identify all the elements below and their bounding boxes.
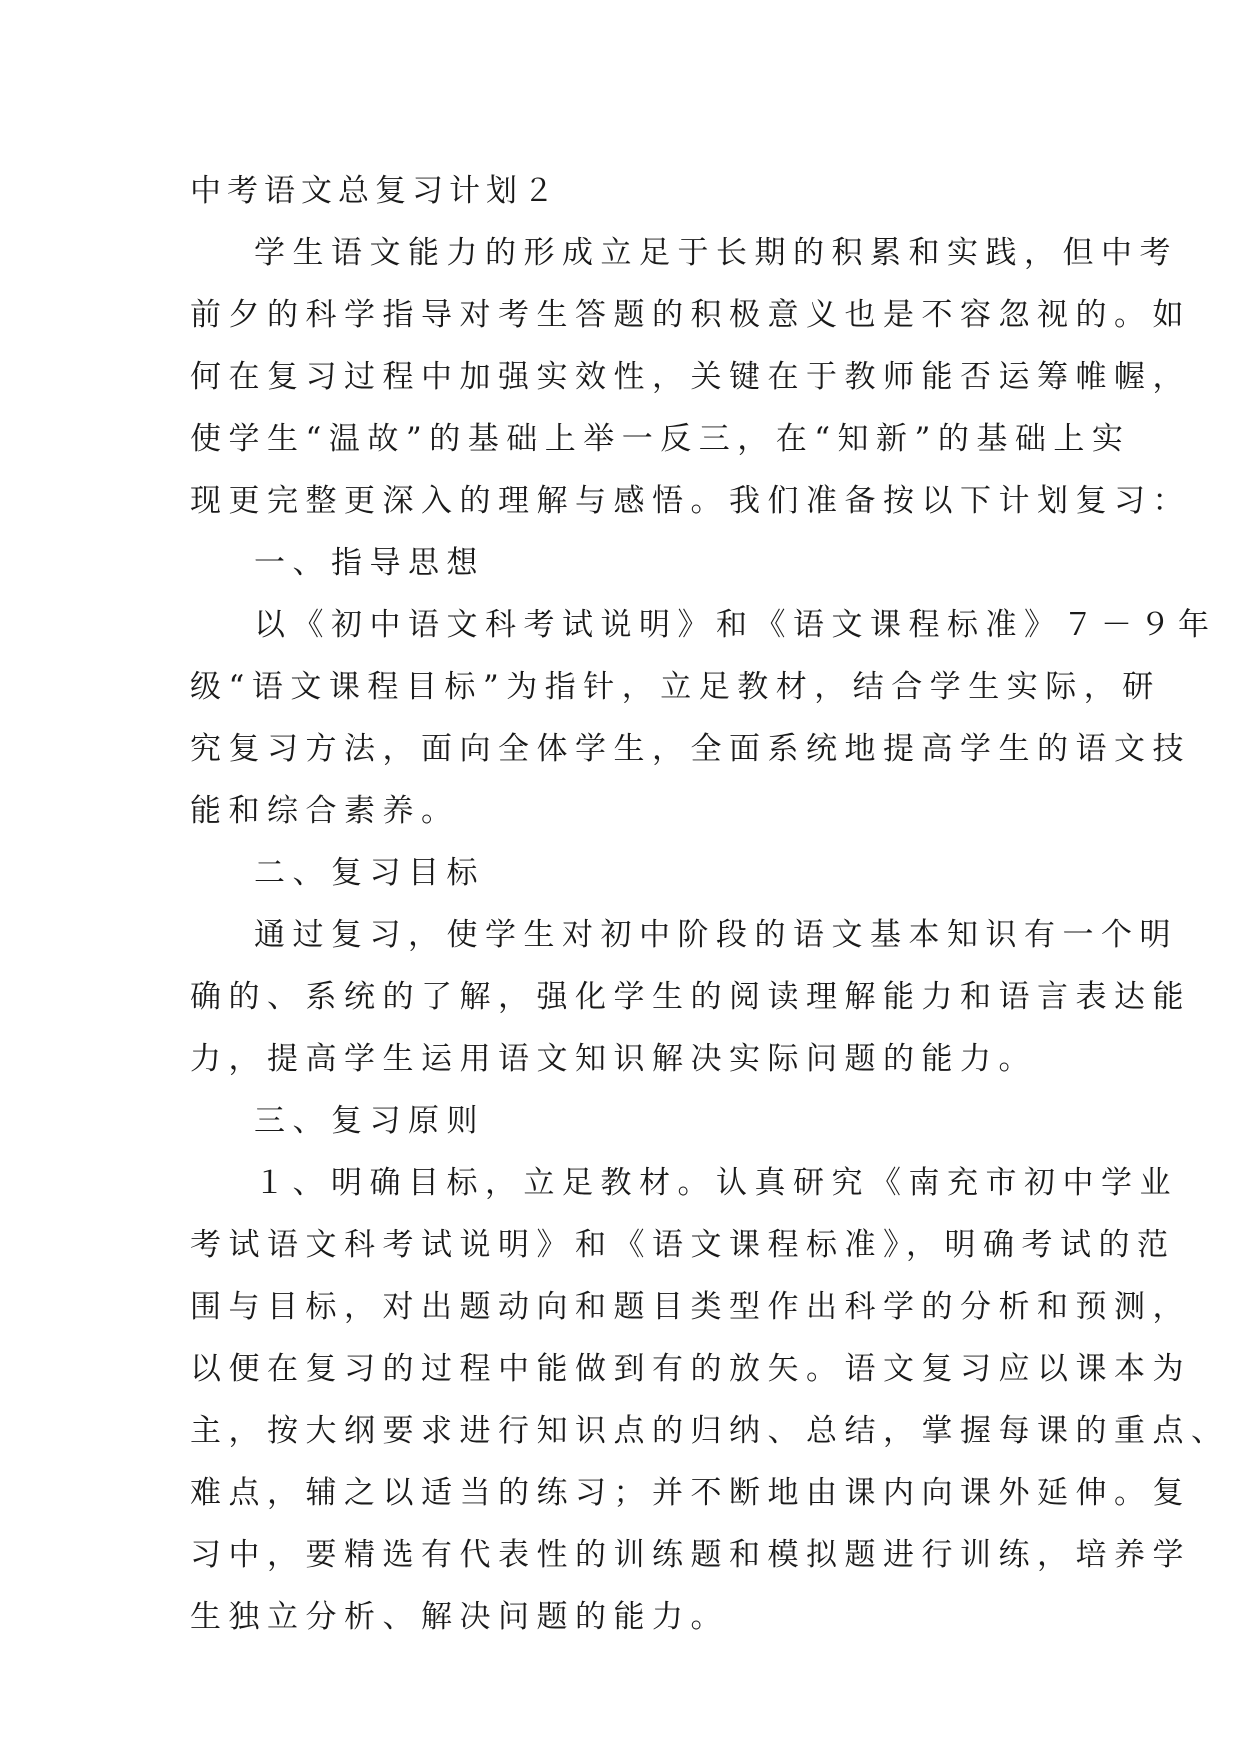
section3-line: 以便在复习的过程中能做到有的放矢。语文复习应以课本为	[190, 1351, 1191, 1387]
section1-line: 级“语文课程目标”为指针，立足教材，结合学生实际，研	[190, 669, 1161, 705]
intro-line: 前夕的科学指导对考生答题的积极意义也是不容忽视的。如	[190, 297, 1191, 333]
section2-line: 力，提高学生运用语文知识解决实际问题的能力。	[190, 1041, 1037, 1077]
section2-line: 通过复习，使学生对初中阶段的语文基本知识有一个明	[254, 917, 1178, 953]
document-title: 中考语文总复习计划２	[190, 173, 560, 209]
section-heading-guiding-ideology: 一、指导思想	[254, 545, 485, 581]
section1-line: 以《初中语文科考试说明》和《语文课程标准》７－９年	[254, 607, 1217, 643]
section-heading-review-principles: 三、复习原则	[254, 1103, 485, 1139]
section-heading-review-goals: 二、复习目标	[254, 855, 485, 891]
intro-line: 学生语文能力的形成立足于长期的积累和实践，但中考	[254, 235, 1178, 271]
section3-line: １、明确目标，立足教材。认真研究《南充市初中学业	[254, 1165, 1178, 1201]
document-body	[190, 160, 1230, 1648]
section3-line: 习中，要精选有代表性的训练题和模拟题进行训练，培养学	[190, 1537, 1191, 1573]
section1-line: 能和综合素养。	[190, 793, 460, 829]
intro-line: 何在复习过程中加强实效性，关键在于教师能否运筹帷幄，	[190, 359, 1191, 395]
intro-line: 使学生“温故”的基础上举一反三，在“知新”的基础上实	[190, 421, 1131, 457]
intro-line: 现更完整更深入的理解与感悟。我们准备按以下计划复习：	[190, 483, 1191, 519]
section2-line: 确的、系统的了解，强化学生的阅读理解能力和语言表达能	[190, 979, 1191, 1015]
section3-line: 难点，辅之以适当的练习；并不断地由课内向课外延伸。复	[190, 1475, 1191, 1511]
section3-line: 围与目标，对出题动向和题目类型作出科学的分析和预测，	[190, 1289, 1191, 1325]
section3-line: 考试语文科考试说明》和《语文课程标准》，明确考试的范	[190, 1227, 1176, 1263]
section3-line: 生独立分析、解决问题的能力。	[190, 1599, 729, 1635]
section3-line: 主，按大纲要求进行知识点的归纳、总结，掌握每课的重点、	[190, 1413, 1230, 1449]
section1-line: 究复习方法，面向全体学生，全面系统地提高学生的语文技	[190, 731, 1191, 767]
